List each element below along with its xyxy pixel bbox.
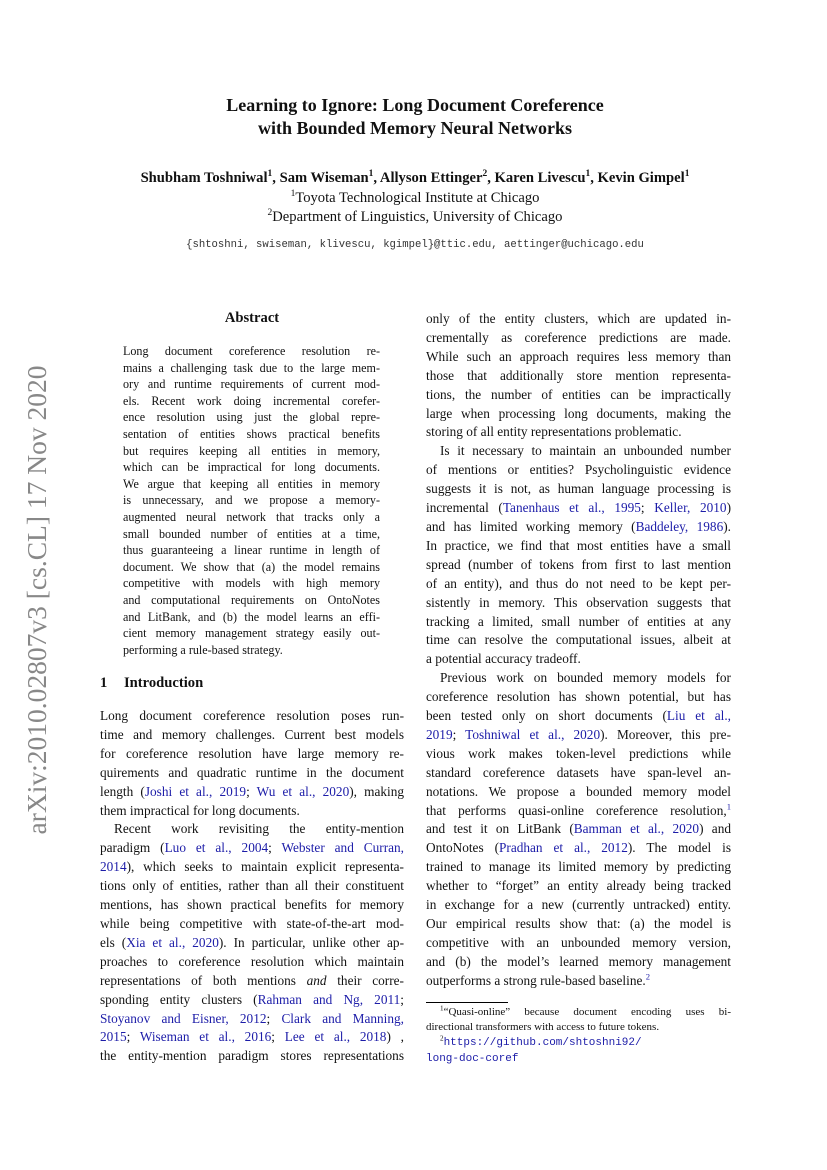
text-line: 2014), which seeks to maintain explicit representa- — [100, 859, 404, 875]
citation-link[interactable]: Rahman and Ng, 2011 — [257, 991, 401, 1007]
arxiv-identifier: arXiv:2010.02807v3 [cs.CL] 17 Nov 2020 — [21, 365, 52, 835]
text-line: the entity-mention paradigm stores representations — [100, 1048, 404, 1064]
text-line: incremental (Tanenhaus et al., 1995; Keller, 2010) — [426, 500, 731, 516]
citation-link[interactable]: 2019 — [426, 726, 453, 742]
citation-link[interactable]: Pradhan et al., 2012 — [499, 840, 628, 856]
citation-link[interactable]: Tanenhaus et al., 1995 — [502, 500, 641, 516]
citation-link[interactable]: Toshniwal et al., 2020 — [465, 726, 601, 742]
text-line: Long document coreference resolution re- — [123, 344, 380, 358]
author: Karen Livescu — [494, 170, 586, 186]
text-line: is unnecessary, and we propose a memory- — [123, 493, 380, 508]
text-line: We argue that keeping all entities in memory — [123, 476, 380, 491]
citation-link[interactable]: Keller, 2010 — [654, 500, 727, 516]
paper-title — [0, 94, 827, 140]
citation-link[interactable]: Liu et al., — [666, 708, 731, 724]
citation-link[interactable]: Baddeley, 1986 — [635, 518, 724, 534]
footnote-rule — [426, 1002, 508, 1003]
section-title: Introduction — [124, 675, 204, 691]
text-line: small bounded number of entities at a time, — [123, 526, 380, 541]
text-line: ory and runtime requirements of current mod- — [123, 377, 380, 392]
text-line: trained to manage its limited memory by predicting — [426, 859, 731, 875]
text-line: in exchange for a new (currently untracked) entity. — [426, 897, 731, 913]
text-line: augmented neural network that tracks only a — [123, 509, 380, 524]
text-line: length (Joshi et al., 2019; Wu et al., 2020), making — [100, 783, 405, 799]
text-line: of mentions or entities? Psycholinguistic evidence — [426, 462, 731, 478]
text-line: suggests it is not, as human language processing is — [426, 481, 731, 497]
author: Allyson Ettinger — [379, 170, 483, 186]
text-line: and has limited working memory (Baddeley, 1986). — [426, 518, 731, 534]
citation-link[interactable]: Luo et al., 2004 — [164, 840, 269, 856]
text-line: tracking a limited, small number of entities at any — [426, 613, 731, 629]
footnote-2: $^2$https://github.com/shtoshni92/ long-doc-coref — [426, 1034, 642, 1065]
text-line: quirements and quadratic runtime in the document — [100, 764, 404, 780]
citation-link[interactable]: Xia et al., 2020 — [126, 934, 219, 950]
text-line: In practice, we find that most entities have a small — [426, 537, 731, 553]
abstract-body — [123, 343, 380, 658]
text-line: document. We show that (a) the model remains — [123, 559, 380, 574]
text-line: only of the entity clusters, which are updated in- — [426, 311, 731, 326]
left-column-body — [100, 707, 404, 1066]
text-line: a potential accuracy tradeoff. — [426, 651, 581, 667]
text-line: 2019; Toshniwal et al., 2020). Moreover, this pre- — [426, 726, 732, 742]
text-line: performing a rule-based strategy. — [123, 642, 283, 657]
footnote-marker[interactable]: 2 — [645, 971, 651, 982]
text-line: large when processing long documents, making the — [426, 405, 731, 421]
author: Sam Wiseman — [279, 170, 369, 186]
text-line: tions, the number of entities can be impractically — [426, 386, 731, 402]
text-line: els (Xia et al., 2020). In particular, unlike other ap- — [100, 934, 405, 950]
footnote-1: $^1$“Quasi-online” because document encoding uses bi- directional transformers with access to future tokens. — [426, 1004, 731, 1033]
text-line: them impractical for long documents. — [100, 802, 300, 818]
citation-link[interactable]: Webster and Curran, — [281, 840, 405, 856]
text-line: cient memory management strategy easily out- — [123, 626, 380, 641]
text-line: but requires keeping all entities in memory, — [123, 443, 380, 458]
affiliation: $^1$Toyota Technological Institute at Chicago — [290, 189, 540, 206]
text-line: while being competitive with state-of-the-art mod- — [100, 915, 404, 931]
text-line: notations. We propose a bounded memory model — [426, 783, 731, 799]
citation-link[interactable]: Stoyanov and Eisner, 2012 — [100, 1010, 267, 1026]
text-line: storing of all entity representations problematic. — [426, 424, 682, 440]
text-line: Previous work on bounded memory models for — [440, 670, 731, 686]
text-line: proaches to coreference resolution which maintain — [100, 953, 404, 969]
text-line: that performs quasi-online coreference resolution,$^1$ — [426, 801, 731, 818]
text-line: tions only of entities, rather than all their constituent — [100, 878, 404, 894]
section-number: 1 — [100, 675, 108, 691]
text-line: representations of both mentions and their corre- — [100, 972, 404, 988]
right-column-body — [426, 310, 731, 991]
citation-link[interactable]: 2015 — [100, 1029, 127, 1045]
author-emails: {shtoshni, swiseman, klivescu, kgimpel}@ttic.edu, aettinger@uchicago.edu — [186, 239, 644, 251]
text-line: sistently in memory. This observation suggests that — [426, 594, 731, 610]
citation-link[interactable]: Clark and Manning, — [281, 1010, 404, 1026]
text-line: competitive with models with high memory — [123, 576, 380, 591]
text-line: time can resolve the computational issues, albeit at — [426, 632, 731, 648]
text-line: 2015; Wiseman et al., 2016; Lee et al., 2018) , — [100, 1029, 404, 1045]
text-line: standard coreference datasets have span-level an- — [426, 764, 731, 780]
text-line: Is it necessary to maintain an unbounded number — [440, 443, 731, 459]
author: Kevin Gimpel — [597, 170, 685, 186]
text-line: and computational requirements on OntoNotes — [123, 592, 380, 607]
text-line: outperforms a strong rule-based baseline.$^2$ — [426, 971, 651, 988]
text-line: and test it on LitBank (Bamman et al., 2020) and — [426, 821, 731, 837]
text-line: spread (number of tokens from first to last mention — [426, 556, 731, 572]
text-line: paradigm (Luo et al., 2004; Webster and Curran, — [100, 840, 405, 856]
text-line: for coreference resolution have large memory re- — [100, 745, 404, 761]
text-line: and LitBank, and (b) the model learns an effi- — [123, 609, 380, 624]
text-line: Recent work revisiting the entity-mention — [114, 821, 404, 837]
text-line: While such an approach requires less memory than — [426, 348, 731, 364]
text-line: of an entity), and thus do not need to be kept per- — [426, 575, 731, 591]
text-line: time and memory challenges. Current best models — [100, 726, 404, 742]
text-line: which can be impractical for long documents. — [123, 460, 380, 475]
text-line: thus guaranteeing a linear runtime in length of — [123, 543, 380, 558]
text-line: sentation of entities shows practical benefits — [123, 426, 380, 441]
text-line: whether to “forget” an entity already being tracked — [426, 878, 731, 894]
text-line: ence resolution using just the global repre- — [123, 410, 380, 425]
citation-link[interactable]: 2014 — [100, 859, 127, 875]
text-line: mentions, has shown practical benefits for memory — [100, 897, 404, 913]
text-line: been tested only on short documents (Liu et al., — [426, 708, 731, 724]
author-list: Shubham Toshniwal$^1$, Sam Wiseman$^1$, Allyson Ettinger$^2$, Karen Livescu$^1$, Kevin Gimpel$^1$ — [140, 169, 690, 186]
text-line: Our empirical results show that: (a) the model is — [426, 916, 731, 931]
text-line: competitive with an unbounded memory version, — [426, 934, 731, 950]
section-heading — [100, 675, 203, 692]
text-line: OntoNotes (Pradhan et al., 2012). The model is — [426, 840, 731, 856]
text-line: coreference resolution has shown potential, but has — [426, 689, 731, 705]
citation-link[interactable]: Wu et al., 2020 — [256, 783, 350, 799]
text-line: vious work makes token-level predictions while — [426, 745, 731, 761]
text-line: crementally as coreference predictions are made. — [426, 329, 731, 345]
author: Shubham Toshniwal — [140, 170, 268, 186]
text-line: Long document coreference resolution poses run- — [100, 708, 404, 723]
text-line: those that additionally store mention representa- — [426, 367, 731, 383]
text-line: els. Recent work doing incremental corefer- — [123, 393, 380, 408]
title-line: with Bounded Memory Neural Networks — [258, 118, 572, 138]
footnote-url-cont[interactable]: long-doc-coref — [426, 1052, 519, 1065]
citation-link[interactable]: Bamman et al., 2020 — [573, 821, 700, 837]
affiliation: $^2$Department of Linguistics, University of Chicago — [267, 208, 563, 225]
affiliations — [0, 189, 827, 227]
citation-link[interactable]: Lee et al., 2018 — [284, 1029, 387, 1045]
citation-link[interactable]: Joshi et al., 2019 — [144, 783, 247, 799]
text-line: Stoyanov and Eisner, 2012; Clark and Manning, — [100, 1010, 404, 1026]
text-line: mains a challenging task due to the large mem- — [123, 360, 380, 375]
text-line: sponding entity clusters (Rahman and Ng, 2011; — [100, 991, 404, 1007]
footnote-url[interactable]: https://github.com/shtoshni92/ — [443, 1037, 642, 1049]
footnote-marker[interactable]: 1 — [726, 801, 731, 812]
text-line: and (b) the model’s learned memory management — [426, 953, 731, 969]
title-line: Learning to Ignore: Long Document Coreference — [226, 95, 604, 115]
citation-link[interactable]: Wiseman et al., 2016 — [139, 1029, 272, 1045]
abstract-heading: Abstract — [224, 310, 280, 326]
